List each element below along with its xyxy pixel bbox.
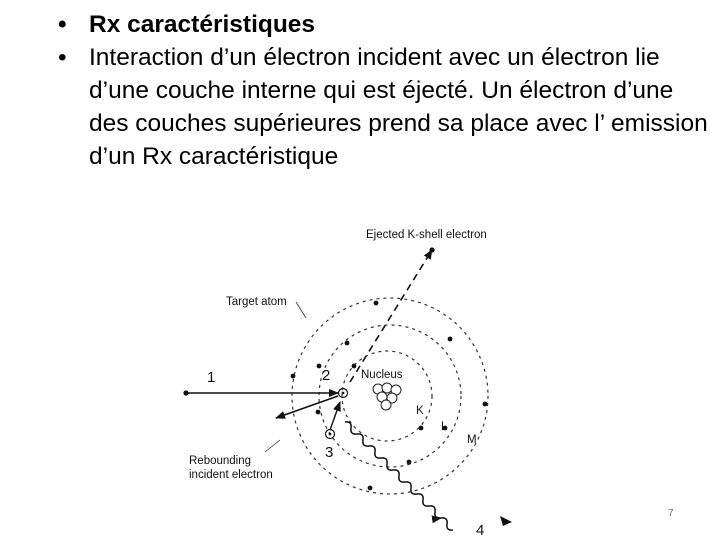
step-3-label: 3 [325, 444, 334, 461]
ejected-electron-path [350, 250, 432, 382]
target-atom-label: Target atom [226, 296, 287, 308]
step-1-label: 1 [207, 369, 216, 386]
shell-l-label: L [441, 421, 448, 433]
transition-arrow [330, 402, 340, 430]
bullet-description: • Interaction d’un électron incident avec un électron lie d’une couche interne qui est éjecté. Un électron d’une des couches supérieures prend sa place avec l’ emission d’un Rx caractéristique [58, 41, 718, 173]
nucleus [373, 383, 401, 410]
shell-m-label: M [467, 434, 477, 446]
nucleus-label: Nucleus [361, 369, 403, 381]
rebounding-leader [265, 440, 280, 452]
characteristic-xray [345, 422, 441, 518]
characteristic-xray-tail [441, 518, 453, 530]
ejected-label: Ejected K-shell electron [366, 229, 487, 241]
page-number: 7 [668, 508, 674, 519]
target-atom-leader [296, 302, 306, 318]
rebounding-electron-path [276, 396, 338, 418]
rebounding-label-line2: incident electron [189, 469, 273, 481]
step-2-label: 2 [322, 367, 331, 384]
step-4-label: 4 [476, 522, 485, 539]
ejected-electron [429, 247, 434, 252]
rebounding-label-line1: Rebounding [189, 455, 252, 467]
shell-k-label: K [416, 405, 424, 417]
bullet-title: • Rx caractéristiques [58, 8, 718, 41]
xray-arrowhead [500, 516, 512, 526]
